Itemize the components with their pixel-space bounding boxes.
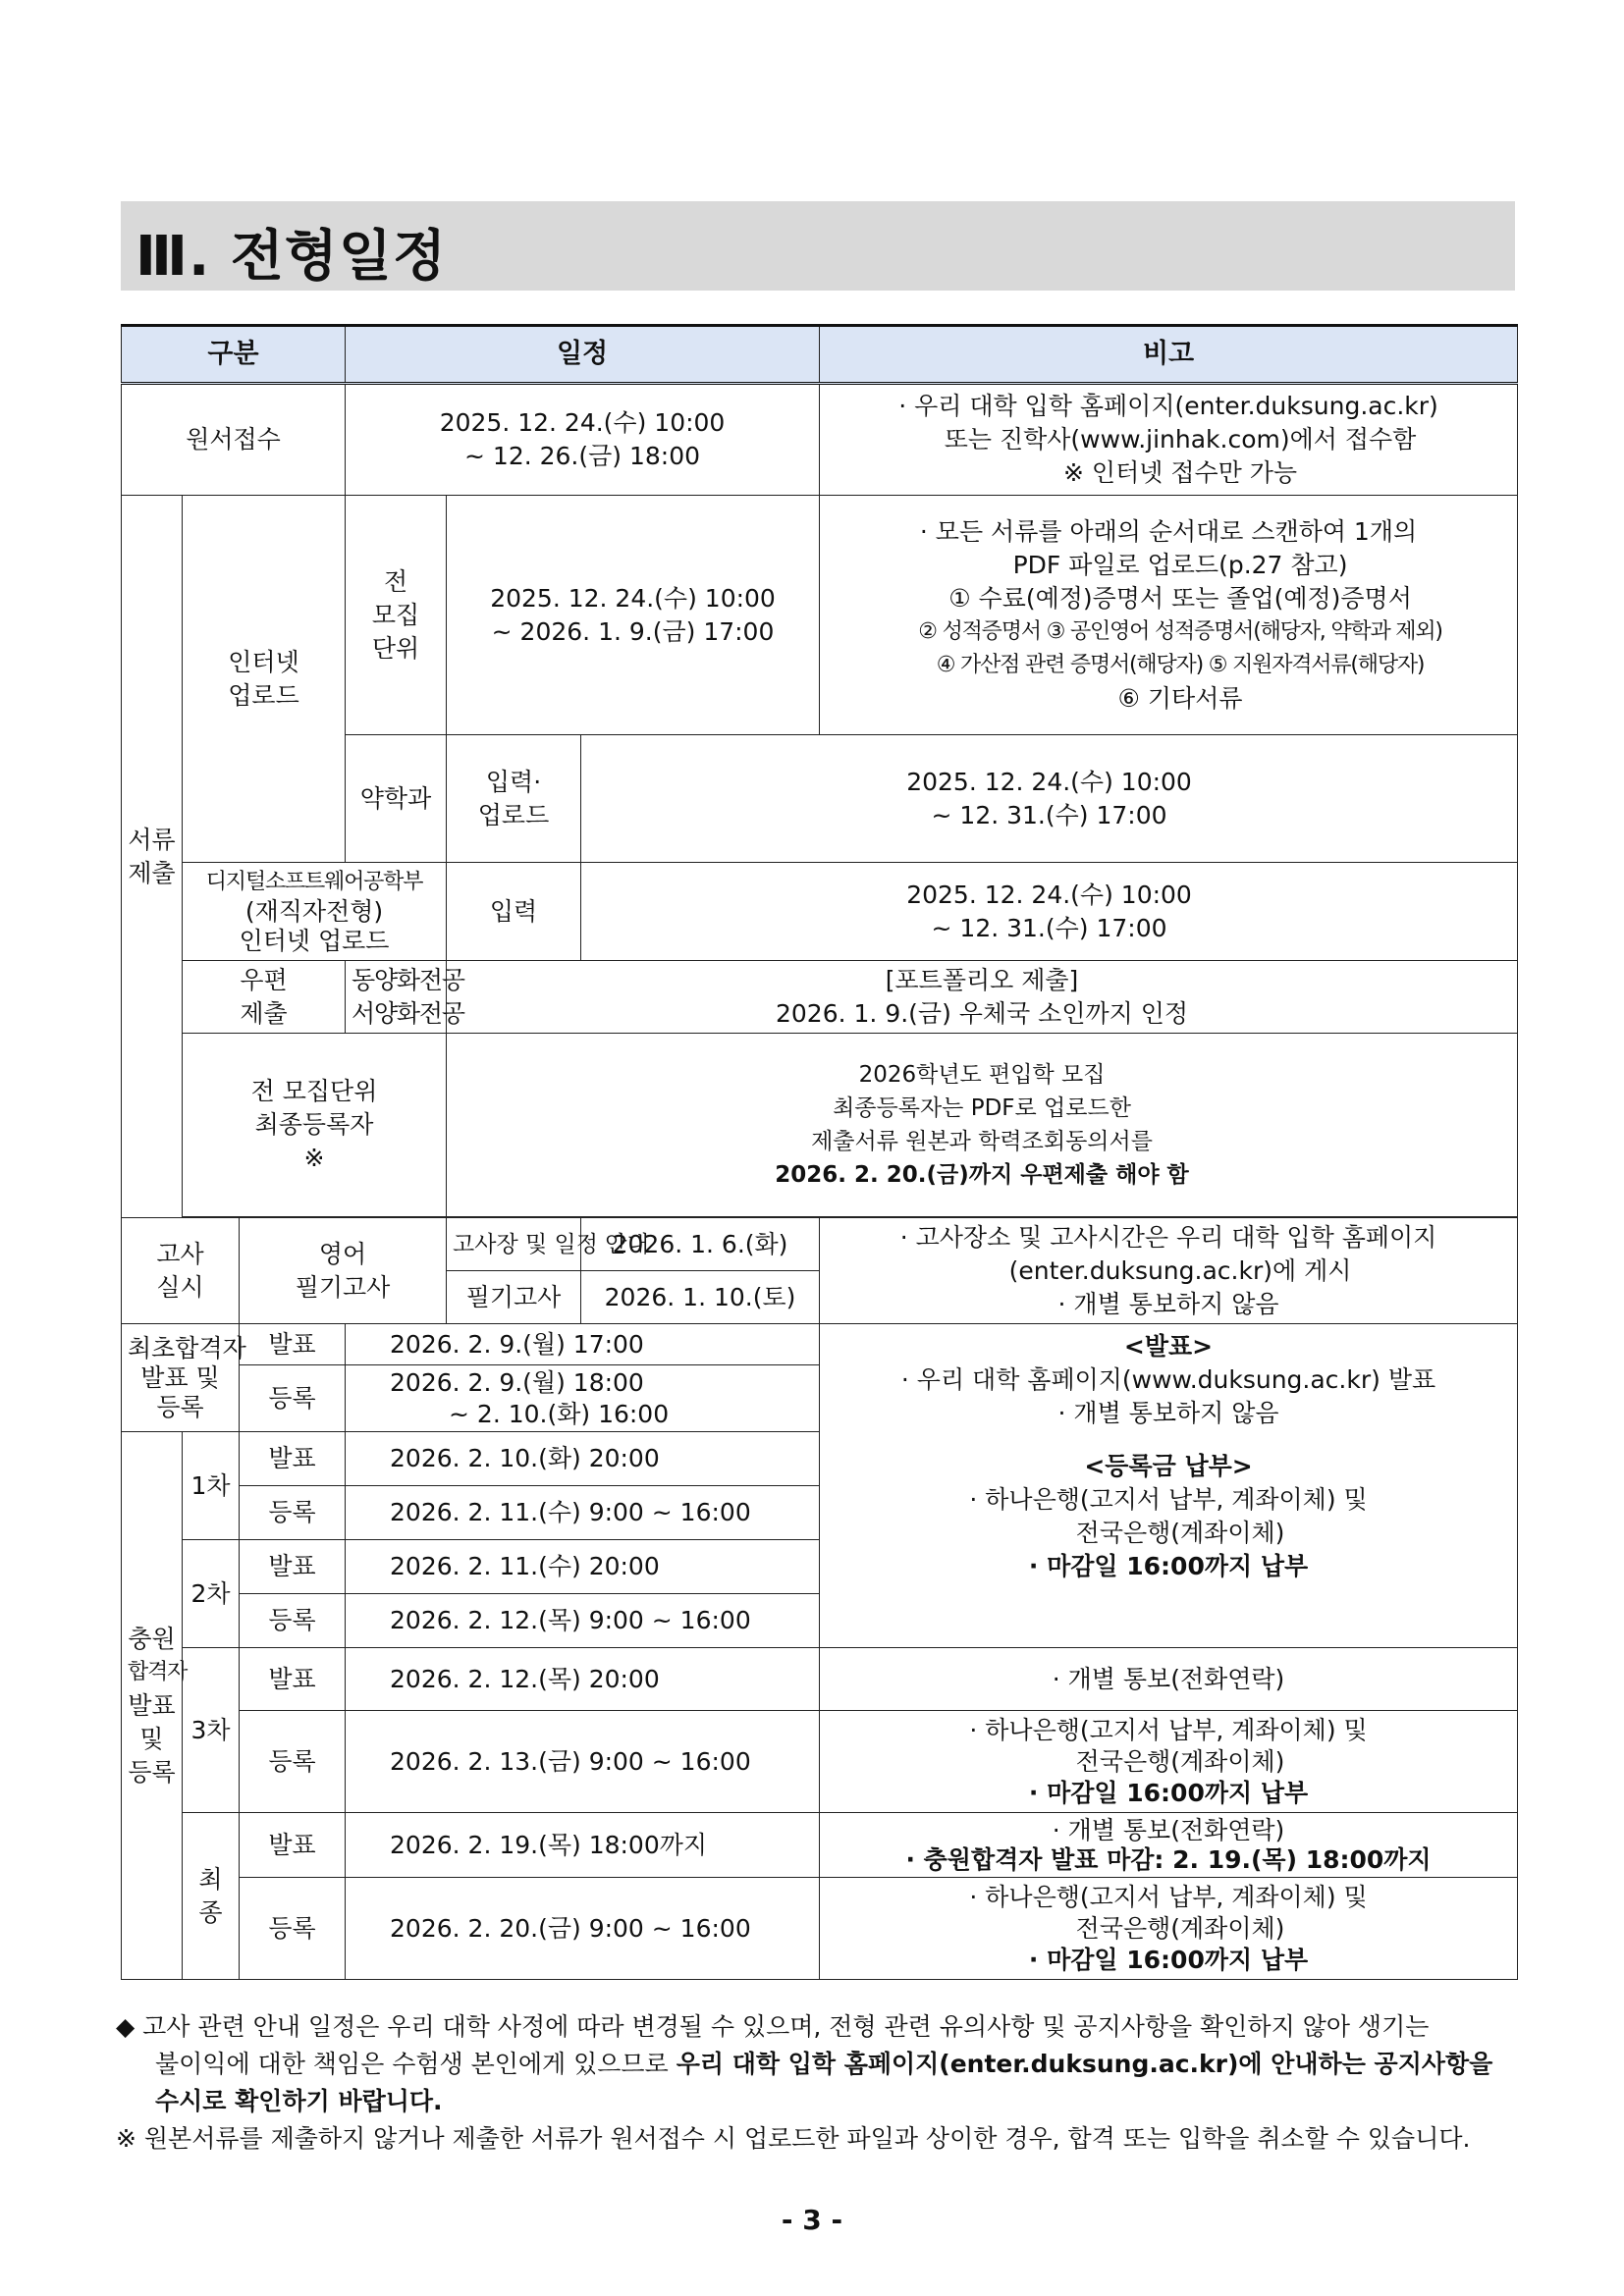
label-line: 동양화전공 — [352, 965, 464, 994]
note-line: · 모든 서류를 아래의 순서대로 스캔하여 1개의 — [919, 516, 1418, 546]
exam-type — [240, 1218, 447, 1324]
note-line: 또는 진학사(www.jinhak.com)에서 접수함 — [944, 425, 1417, 454]
date-line: 2026. 2. 20.(금)까지 우편제출 해야 함 — [775, 1162, 1189, 1188]
label-line: 발표 — [128, 1690, 176, 1720]
label-line: ※ — [303, 1144, 325, 1172]
label-line: 제출 — [240, 998, 288, 1028]
page-number: - 3 - — [781, 2204, 843, 2236]
final-registrant-date — [447, 1034, 1518, 1217]
first-announce-date: 2026. 2. 9.(월) 17:00 — [346, 1324, 820, 1365]
exam-sub-2: 필기고사 — [447, 1271, 581, 1324]
date-line: ~ 2. 10.(화) 16:00 — [449, 1399, 670, 1428]
note-line: · 우리 대학 입학 홈페이지(enter.duksung.ac.kr) — [898, 392, 1438, 420]
table-header-row — [122, 326, 1518, 384]
footer-line-3: 수시로 확인하기 바랍니다. — [155, 2087, 443, 2115]
date-line: ~ 12. 31.(수) 17:00 — [931, 913, 1167, 942]
first-register-date — [346, 1365, 820, 1432]
footer-notices — [116, 2008, 1520, 2158]
label-line: (재직자전형) — [244, 896, 384, 926]
date-line: 2025. 12. 24.(수) 10:00 — [906, 767, 1192, 796]
date-line: 2025. 12. 24.(수) 10:00 — [490, 583, 776, 613]
note-line: · 마감일 16:00까지 납부 — [1028, 1551, 1309, 1580]
first-and-supp-notes — [820, 1324, 1518, 1648]
round-1-announce: 발표 — [240, 1432, 346, 1486]
note-line: · 하나은행(고지서 납부, 계좌이체) 및 — [969, 1882, 1368, 1911]
exam-date-1: 2026. 1. 6.(화) — [581, 1218, 820, 1271]
label-line: 등록 — [156, 1392, 204, 1421]
label-line: 전 — [383, 566, 408, 596]
exam-sub-1: 고사장 및 일정 안내 — [447, 1218, 581, 1271]
mail-date — [447, 961, 1518, 1034]
exam-notes — [820, 1218, 1518, 1324]
apply-notes — [820, 384, 1518, 496]
section-title-bar — [121, 201, 1515, 291]
footer-line-2a: 불이익에 대한 책임은 수험생 본인에게 있으므로 — [155, 2050, 677, 2078]
round-final-register-notes — [820, 1878, 1518, 1980]
header-remarks: 비고 — [820, 326, 1518, 384]
section-title: Ⅲ. 전형일정 — [135, 225, 448, 289]
all-units-notes — [820, 496, 1518, 735]
pharmacy-label: 약학과 — [346, 735, 447, 863]
all-units-label — [346, 496, 447, 735]
round-final-register-date: 2026. 2. 20.(금) 9:00 ~ 16:00 — [346, 1878, 820, 1980]
label-line: 전 모집단위 — [250, 1077, 378, 1105]
footer-line-2 — [116, 2046, 1520, 2083]
table-row — [122, 1878, 1518, 1980]
footer-line-2b: 우리 대학 입학 홈페이지(enter.duksung.ac.kr)에 안내하는 공지사항을 — [676, 2050, 1493, 2078]
label-line: 인터넷 — [228, 647, 299, 676]
first-pass-label — [122, 1324, 246, 1432]
first-register: 등록 — [240, 1365, 346, 1432]
docs-group-label — [122, 496, 183, 1218]
table-row — [122, 1324, 1518, 1365]
round-3-register-notes — [820, 1711, 1518, 1813]
pharmacy-date — [581, 735, 1518, 863]
label-line: 충원 — [128, 1624, 176, 1653]
internet-upload-label — [183, 496, 346, 863]
table-row — [122, 496, 1518, 735]
round-2-announce: 발표 — [240, 1540, 346, 1594]
apply-date — [346, 384, 820, 496]
schedule-table — [121, 324, 1518, 1980]
note-line: PDF 파일로 업로드(p.27 참고) — [1012, 550, 1348, 579]
round-2-label: 2차 — [183, 1540, 240, 1648]
note-line: · 마감일 16:00까지 납부 — [1028, 1945, 1309, 1974]
final-registrant-label — [183, 1034, 447, 1217]
round-1-announce-date: 2026. 2. 10.(화) 20:00 — [346, 1432, 820, 1486]
round-3-register: 등록 — [240, 1711, 346, 1813]
digital-date — [581, 863, 1518, 961]
round-1-label: 1차 — [183, 1432, 240, 1540]
note-line: 전국은행(계좌이체) — [1075, 1518, 1285, 1547]
note-line: <발표> — [1123, 1331, 1214, 1361]
round-2-register-date: 2026. 2. 12.(목) 9:00 ~ 16:00 — [346, 1594, 820, 1648]
mail-label — [183, 961, 346, 1034]
date-line: 2025. 12. 24.(수) 10:00 — [906, 880, 1192, 909]
date-line: 제출서류 원본과 학력조회동의서를 — [811, 1129, 1153, 1154]
note-line: · 우리 대학 홈페이지(www.duksung.ac.kr) 발표 — [900, 1364, 1436, 1394]
exam-label — [122, 1218, 240, 1324]
table-row — [122, 1218, 1518, 1271]
note-line: ⑥ 기타서류 — [1117, 683, 1243, 713]
date-line: 2026. 1. 9.(금) 우체국 소인까지 인정 — [776, 998, 1189, 1028]
round-1-register: 등록 — [240, 1486, 346, 1540]
label-line: 서류 — [128, 825, 176, 854]
label-line: 제출 — [128, 858, 176, 887]
round-2-register: 등록 — [240, 1594, 346, 1648]
note-line: · 고사장소 및 고사시간은 우리 대학 입학 홈페이지 — [899, 1222, 1437, 1252]
table-row — [122, 1034, 1518, 1217]
label-line: 디지털소프트웨어공학부 — [205, 869, 423, 894]
table-row — [122, 1648, 1518, 1711]
footer-line-1: ◆ 고사 관련 안내 일정은 우리 대학 사정에 따라 변경될 수 있으며, 전형 관련 유의사항 및 공지사항을 확인하지 않아 생기는 — [116, 2012, 1430, 2041]
table-row — [122, 1813, 1518, 1878]
digital-sub-label: 입력 — [447, 863, 581, 961]
label-line: 업로드 — [228, 680, 299, 710]
supp-pass-label — [122, 1432, 188, 1980]
mail-majors — [346, 961, 464, 1034]
label-line: 필기고사 — [295, 1272, 391, 1302]
apply-date-start: 2025. 12. 24.(수) 10:00 — [439, 408, 726, 437]
label-line: 실시 — [156, 1272, 204, 1302]
round-3-announce-date: 2026. 2. 12.(목) 20:00 — [346, 1648, 820, 1711]
round-3-announce: 발표 — [240, 1648, 346, 1711]
round-final-register: 등록 — [240, 1878, 346, 1980]
round-1-register-date: 2026. 2. 11.(수) 9:00 ~ 16:00 — [346, 1486, 820, 1540]
all-units-date — [447, 496, 820, 735]
round-final-label — [183, 1813, 240, 1980]
note-line: 전국은행(계좌이체) — [1075, 1913, 1285, 1943]
round-3-announce-note: · 개별 통보(전화연락) — [820, 1648, 1518, 1711]
note-line: <등록금 납부> — [1084, 1451, 1253, 1480]
note-line: · 개별 통보하지 않음 — [1057, 1289, 1279, 1318]
apply-date-end: ~ 12. 26.(금) 18:00 — [464, 442, 701, 470]
label-line: 모집 — [371, 600, 420, 629]
note-line: (enter.duksung.ac.kr)에 게시 — [1008, 1255, 1352, 1285]
note-line: · 개별 통보(전화연락) — [1052, 1815, 1285, 1844]
label-line: 및 — [139, 1724, 164, 1753]
label-line: 우편 — [240, 965, 288, 994]
date-line: ~ 2026. 1. 9.(금) 17:00 — [491, 616, 775, 646]
date-line: [포트폴리오 제출] — [885, 965, 1079, 994]
table-row — [122, 961, 1518, 1034]
label-line: 등록 — [128, 1757, 176, 1787]
footer-line-4: ※ 원본서류를 제출하지 않거나 제출한 서류가 원서접수 시 업로드한 파일과 상이한 경우, 합격 또는 입학을 취소할 수 있습니다. — [116, 2124, 1471, 2153]
round-final-announce: 발표 — [240, 1813, 346, 1878]
label-line: 종 — [198, 1897, 223, 1927]
note-spacer — [826, 1430, 1511, 1450]
note-line: ※ 인터넷 접수만 가능 — [1063, 458, 1298, 487]
note-line: · 하나은행(고지서 납부, 계좌이체) 및 — [969, 1715, 1368, 1744]
digital-software-label — [183, 863, 447, 961]
round-final-announce-notes — [820, 1813, 1518, 1878]
label-line: 최종등록자 — [254, 1110, 374, 1139]
first-announce: 발표 — [240, 1324, 346, 1365]
label-line: 인터넷 업로드 — [239, 926, 390, 955]
label-line: 최초합격자 — [128, 1333, 246, 1362]
round-3-label: 3차 — [183, 1648, 240, 1813]
note-line: ② 성적증명서 ③ 공인영어 성적증명서(해당자, 약학과 제외) — [918, 618, 1442, 644]
label-line: 합격자 — [128, 1659, 188, 1684]
note-line: ① 수료(예정)증명서 또는 졸업(예정)증명서 — [948, 583, 1412, 613]
note-line: 전국은행(계좌이체) — [1075, 1746, 1285, 1776]
label-line: 발표 및 — [140, 1362, 220, 1392]
table-row — [122, 1711, 1518, 1813]
label-line: 영어 — [318, 1239, 367, 1268]
label-line: 서양화전공 — [352, 998, 464, 1028]
label-line: 최 — [198, 1864, 223, 1894]
row-label-apply: 원서접수 — [122, 384, 346, 496]
exam-date-2: 2026. 1. 10.(토) — [581, 1271, 820, 1324]
note-line: · 개별 통보하지 않음 — [1057, 1398, 1279, 1427]
note-line: · 충원합격자 발표 마감: 2. 19.(목) 18:00까지 — [905, 1844, 1432, 1874]
label-line: 업로드 — [477, 800, 550, 829]
note-line: · 마감일 16:00까지 납부 — [1028, 1778, 1309, 1807]
round-final-announce-date: 2026. 2. 19.(목) 18:00까지 — [346, 1813, 820, 1878]
date-line: 최종등록자는 PDF로 업로드한 — [833, 1095, 1131, 1121]
label-line: 입력· — [485, 767, 542, 796]
pharmacy-sub-label — [447, 735, 581, 863]
header-schedule: 일정 — [346, 326, 820, 384]
date-line: ~ 12. 31.(수) 17:00 — [931, 800, 1167, 829]
date-line: 2026학년도 편입학 모집 — [858, 1062, 1106, 1088]
label-line: 고사 — [156, 1239, 204, 1268]
date-line: 2026. 2. 9.(월) 18:00 — [390, 1367, 644, 1397]
table-row — [122, 384, 1518, 496]
header-category: 구분 — [122, 326, 346, 384]
table-row — [122, 863, 1518, 961]
round-2-announce-date: 2026. 2. 11.(수) 20:00 — [346, 1540, 820, 1594]
note-line: · 하나은행(고지서 납부, 계좌이체) 및 — [969, 1484, 1368, 1514]
round-3-register-date: 2026. 2. 13.(금) 9:00 ~ 16:00 — [346, 1711, 820, 1813]
note-line: ④ 가산점 관련 증명서(해당자) ⑤ 지원자격서류(해당자) — [936, 652, 1425, 677]
label-line: 단위 — [371, 633, 420, 663]
